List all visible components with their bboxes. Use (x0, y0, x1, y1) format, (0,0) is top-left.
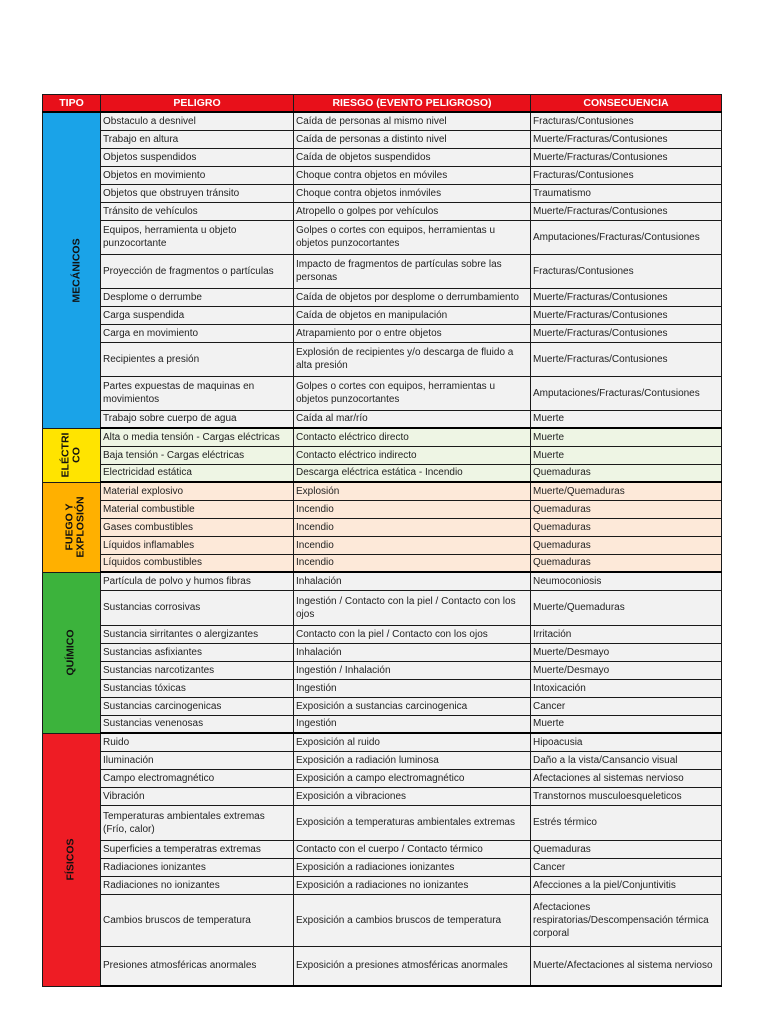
consecuencia-cell: Muerte (531, 428, 722, 446)
table-row (43, 769, 722, 787)
hazard-table (42, 94, 722, 987)
peligro-cell: Partes expuestas de maquinas en movimientos (101, 376, 294, 410)
consecuencia-cell: Amputaciones/Fracturas/Contusiones (531, 220, 722, 254)
riesgo-cell: Caída de objetos por desplome o derrumbamiento (294, 288, 531, 306)
peligro-cell: Vibración (101, 787, 294, 805)
table-row (43, 464, 722, 482)
riesgo-cell: Incendio (294, 500, 531, 518)
consecuencia-cell: Muerte/Desmayo (531, 661, 722, 679)
peligro-cell: Carga suspendida (101, 306, 294, 324)
table-row (43, 697, 722, 715)
table-row (43, 130, 722, 148)
group-label-mecanicos (43, 112, 101, 428)
table-row (43, 410, 722, 428)
peligro-cell: Sustancia sirritantes o alergizantes (101, 625, 294, 643)
group-label-text: FÍSICOS (64, 838, 77, 881)
riesgo-cell: Caída de objetos suspendidos (294, 148, 531, 166)
consecuencia-cell: Fracturas/Contusiones (531, 166, 722, 184)
consecuencia-cell: Muerte/Quemaduras (531, 590, 722, 625)
consecuencia-cell: Quemaduras (531, 536, 722, 554)
peligro-cell: Sustancias tóxicas (101, 679, 294, 697)
peligro-cell: Líquidos inflamables (101, 536, 294, 554)
table-row (43, 342, 722, 376)
peligro-cell: Carga en movimiento (101, 324, 294, 342)
table-row (43, 625, 722, 643)
riesgo-cell: Contacto con la piel / Contacto con los ojos (294, 625, 531, 643)
table-row (43, 554, 722, 572)
consecuencia-cell: Irritación (531, 625, 722, 643)
peligro-cell: Tránsito de vehículos (101, 202, 294, 220)
riesgo-cell: Inhalación (294, 643, 531, 661)
table-row (43, 679, 722, 697)
consecuencia-cell: Transtornos musculoesqueleticos (531, 787, 722, 805)
peligro-cell: Trabajo sobre cuerpo de agua (101, 410, 294, 428)
group-label-fuego (43, 482, 101, 572)
table-row (43, 112, 722, 130)
table-row (43, 254, 722, 288)
group-label-electrico (43, 428, 101, 482)
peligro-cell: Objetos en movimiento (101, 166, 294, 184)
table-row (43, 643, 722, 661)
consecuencia-cell: Muerte/Fracturas/Contusiones (531, 202, 722, 220)
peligro-cell: Desplome o derrumbe (101, 288, 294, 306)
riesgo-cell: Contacto eléctrico indirecto (294, 446, 531, 464)
riesgo-cell: Atrapamiento por o entre objetos (294, 324, 531, 342)
riesgo-cell: Exposición a vibraciones (294, 787, 531, 805)
peligro-cell: Sustancias narcotizantes (101, 661, 294, 679)
peligro-cell: Cambios bruscos de temperatura (101, 894, 294, 946)
consecuencia-cell: Fracturas/Contusiones (531, 254, 722, 288)
peligro-cell: Proyección de fragmentos o partículas (101, 254, 294, 288)
consecuencia-cell: Muerte (531, 715, 722, 733)
table-row (43, 500, 722, 518)
peligro-cell: Sustancias asfixiantes (101, 643, 294, 661)
peligro-cell: Radiaciones no ionizantes (101, 876, 294, 894)
consecuencia-cell: Amputaciones/Fracturas/Contusiones (531, 376, 722, 410)
riesgo-cell: Contacto eléctrico directo (294, 428, 531, 446)
consecuencia-cell: Quemaduras (531, 840, 722, 858)
consecuencia-cell: Afecciones a la piel/Conjuntivitis (531, 876, 722, 894)
riesgo-cell: Impacto de fragmentos de partículas sobre las personas (294, 254, 531, 288)
consecuencia-cell: Muerte/Quemaduras (531, 482, 722, 500)
table-row (43, 946, 722, 986)
riesgo-cell: Golpes o cortes con equipos, herramientas u objetos punzocortantes (294, 376, 531, 410)
peligro-cell: Trabajo en altura (101, 130, 294, 148)
riesgo-cell: Descarga eléctrica estática - Incendio (294, 464, 531, 482)
riesgo-cell: Choque contra objetos inmóviles (294, 184, 531, 202)
table-row (43, 805, 722, 840)
riesgo-cell: Incendio (294, 554, 531, 572)
peligro-cell: Equipos, herramienta u objeto punzocortante (101, 220, 294, 254)
table-row (43, 184, 722, 202)
peligro-cell: Sustancias carcinogenicas (101, 697, 294, 715)
riesgo-cell: Choque contra objetos en móviles (294, 166, 531, 184)
peligro-cell: Obstaculo a desnivel (101, 112, 294, 130)
consecuencia-cell: Estrés térmico (531, 805, 722, 840)
riesgo-cell: Exposición a radiación luminosa (294, 751, 531, 769)
consecuencia-cell: Muerte/Fracturas/Contusiones (531, 288, 722, 306)
riesgo-cell: Exposición al ruido (294, 733, 531, 751)
consecuencia-cell: Cancer (531, 858, 722, 876)
riesgo-cell: Caída de personas al mismo nivel (294, 112, 531, 130)
peligro-cell: Temperaturas ambientales extremas (Frío, calor) (101, 805, 294, 840)
riesgo-cell: Caída de personas a distinto nivel (294, 130, 531, 148)
riesgo-cell: Caída de objetos en manipulación (294, 306, 531, 324)
consecuencia-cell: Traumatismo (531, 184, 722, 202)
table-row (43, 876, 722, 894)
table-row (43, 288, 722, 306)
consecuencia-cell: Muerte/Fracturas/Contusiones (531, 342, 722, 376)
peligro-cell: Objetos suspendidos (101, 148, 294, 166)
consecuencia-cell: Intoxicación (531, 679, 722, 697)
table-row (43, 202, 722, 220)
hazard-table-body (43, 112, 722, 986)
table-row (43, 220, 722, 254)
riesgo-cell: Ingestión / Contacto con la piel / Contacto con los ojos (294, 590, 531, 625)
riesgo-cell: Contacto con el cuerpo / Contacto térmico (294, 840, 531, 858)
consecuencia-cell: Cancer (531, 697, 722, 715)
table-row (43, 894, 722, 946)
peligro-cell: Partícula de polvo y humos fibras (101, 572, 294, 590)
peligro-cell: Sustancias corrosivas (101, 590, 294, 625)
riesgo-cell: Exposición a cambios bruscos de temperatura (294, 894, 531, 946)
header-consecuencia: CONSECUENCIA (531, 95, 722, 113)
group-label-text: ELÉCTRI CO (59, 432, 83, 477)
riesgo-cell: Ingestión (294, 715, 531, 733)
table-row (43, 166, 722, 184)
table-row (43, 840, 722, 858)
consecuencia-cell: Muerte/Desmayo (531, 643, 722, 661)
header-tipo: TIPO (43, 95, 101, 113)
table-row (43, 733, 722, 751)
consecuencia-cell: Muerte (531, 410, 722, 428)
riesgo-cell: Incendio (294, 536, 531, 554)
peligro-cell: Electricidad estática (101, 464, 294, 482)
group-label-quimico (43, 572, 101, 733)
riesgo-cell: Exposición a campo electromagnético (294, 769, 531, 787)
hazard-table-sheet (42, 94, 721, 987)
peligro-cell: Sustancias venenosas (101, 715, 294, 733)
table-row (43, 428, 722, 446)
consecuencia-cell: Hipoacusia (531, 733, 722, 751)
consecuencia-cell: Muerte/Fracturas/Contusiones (531, 324, 722, 342)
group-label-text: QUÍMICO (65, 629, 77, 676)
table-row (43, 536, 722, 554)
peligro-cell: Material explosivo (101, 482, 294, 500)
consecuencia-cell: Muerte (531, 446, 722, 464)
table-row (43, 787, 722, 805)
table-row (43, 590, 722, 625)
table-row (43, 324, 722, 342)
riesgo-cell: Exposición a presiones atmosféricas anormales (294, 946, 531, 986)
peligro-cell: Presiones atmosféricas anormales (101, 946, 294, 986)
consecuencia-cell: Muerte/Fracturas/Contusiones (531, 306, 722, 324)
riesgo-cell: Ingestión / Inhalación (294, 661, 531, 679)
table-row (43, 306, 722, 324)
riesgo-cell: Explosión (294, 482, 531, 500)
table-row (43, 482, 722, 500)
riesgo-cell: Exposición a sustancias carcinogenica (294, 697, 531, 715)
group-label-text: FUEGO Y EXPLOSIÓN (63, 495, 87, 558)
consecuencia-cell: Muerte/Fracturas/Contusiones (531, 148, 722, 166)
peligro-cell: Alta o media tensión - Cargas eléctricas (101, 428, 294, 446)
peligro-cell: Ruido (101, 733, 294, 751)
peligro-cell: Líquidos combustibles (101, 554, 294, 572)
consecuencia-cell: Quemaduras (531, 500, 722, 518)
header-row (43, 95, 722, 113)
peligro-cell: Campo electromagnético (101, 769, 294, 787)
consecuencia-cell: Daño a la vista/Cansancio visual (531, 751, 722, 769)
riesgo-cell: Exposición a temperaturas ambientales extremas (294, 805, 531, 840)
consecuencia-cell: Muerte/Afectaciones al sistema nervioso (531, 946, 722, 986)
header-peligro: PELIGRO (101, 95, 294, 113)
consecuencia-cell: Quemaduras (531, 554, 722, 572)
peligro-cell: Iluminación (101, 751, 294, 769)
table-row (43, 661, 722, 679)
consecuencia-cell: Neumoconiosis (531, 572, 722, 590)
riesgo-cell: Atropello o golpes por vehículos (294, 202, 531, 220)
peligro-cell: Recipientes a presión (101, 342, 294, 376)
riesgo-cell: Exposición a radiaciones ionizantes (294, 858, 531, 876)
group-label-fisicos (43, 733, 101, 986)
peligro-cell: Superficies a temperatras extremas (101, 840, 294, 858)
peligro-cell: Baja tensión - Cargas eléctricas (101, 446, 294, 464)
consecuencia-cell: Quemaduras (531, 464, 722, 482)
riesgo-cell: Inhalación (294, 572, 531, 590)
group-label-text: MECÁNICOS (70, 238, 83, 303)
peligro-cell: Gases combustibles (101, 518, 294, 536)
riesgo-cell: Incendio (294, 518, 531, 536)
consecuencia-cell: Quemaduras (531, 518, 722, 536)
riesgo-cell: Exposición a radiaciones no ionizantes (294, 876, 531, 894)
consecuencia-cell: Muerte/Fracturas/Contusiones (531, 130, 722, 148)
consecuencia-cell: Fracturas/Contusiones (531, 112, 722, 130)
peligro-cell: Material combustible (101, 500, 294, 518)
table-row (43, 376, 722, 410)
header-riesgo: RIESGO (EVENTO PELIGROSO) (294, 95, 531, 113)
peligro-cell: Radiaciones ionizantes (101, 858, 294, 876)
riesgo-cell: Caída al mar/río (294, 410, 531, 428)
peligro-cell: Objetos que obstruyen tránsito (101, 184, 294, 202)
table-row (43, 858, 722, 876)
table-row (43, 715, 722, 733)
riesgo-cell: Ingestión (294, 679, 531, 697)
table-row (43, 446, 722, 464)
table-row (43, 572, 722, 590)
table-row (43, 148, 722, 166)
riesgo-cell: Explosión de recipientes y/o descarga de fluido a alta presión (294, 342, 531, 376)
riesgo-cell: Golpes o cortes con equipos, herramientas u objetos punzocortantes (294, 220, 531, 254)
table-row (43, 751, 722, 769)
table-row (43, 518, 722, 536)
consecuencia-cell: Afectaciones respiratorias/Descompensación térmica corporal (531, 894, 722, 946)
consecuencia-cell: Afectaciones al sistemas nervioso (531, 769, 722, 787)
